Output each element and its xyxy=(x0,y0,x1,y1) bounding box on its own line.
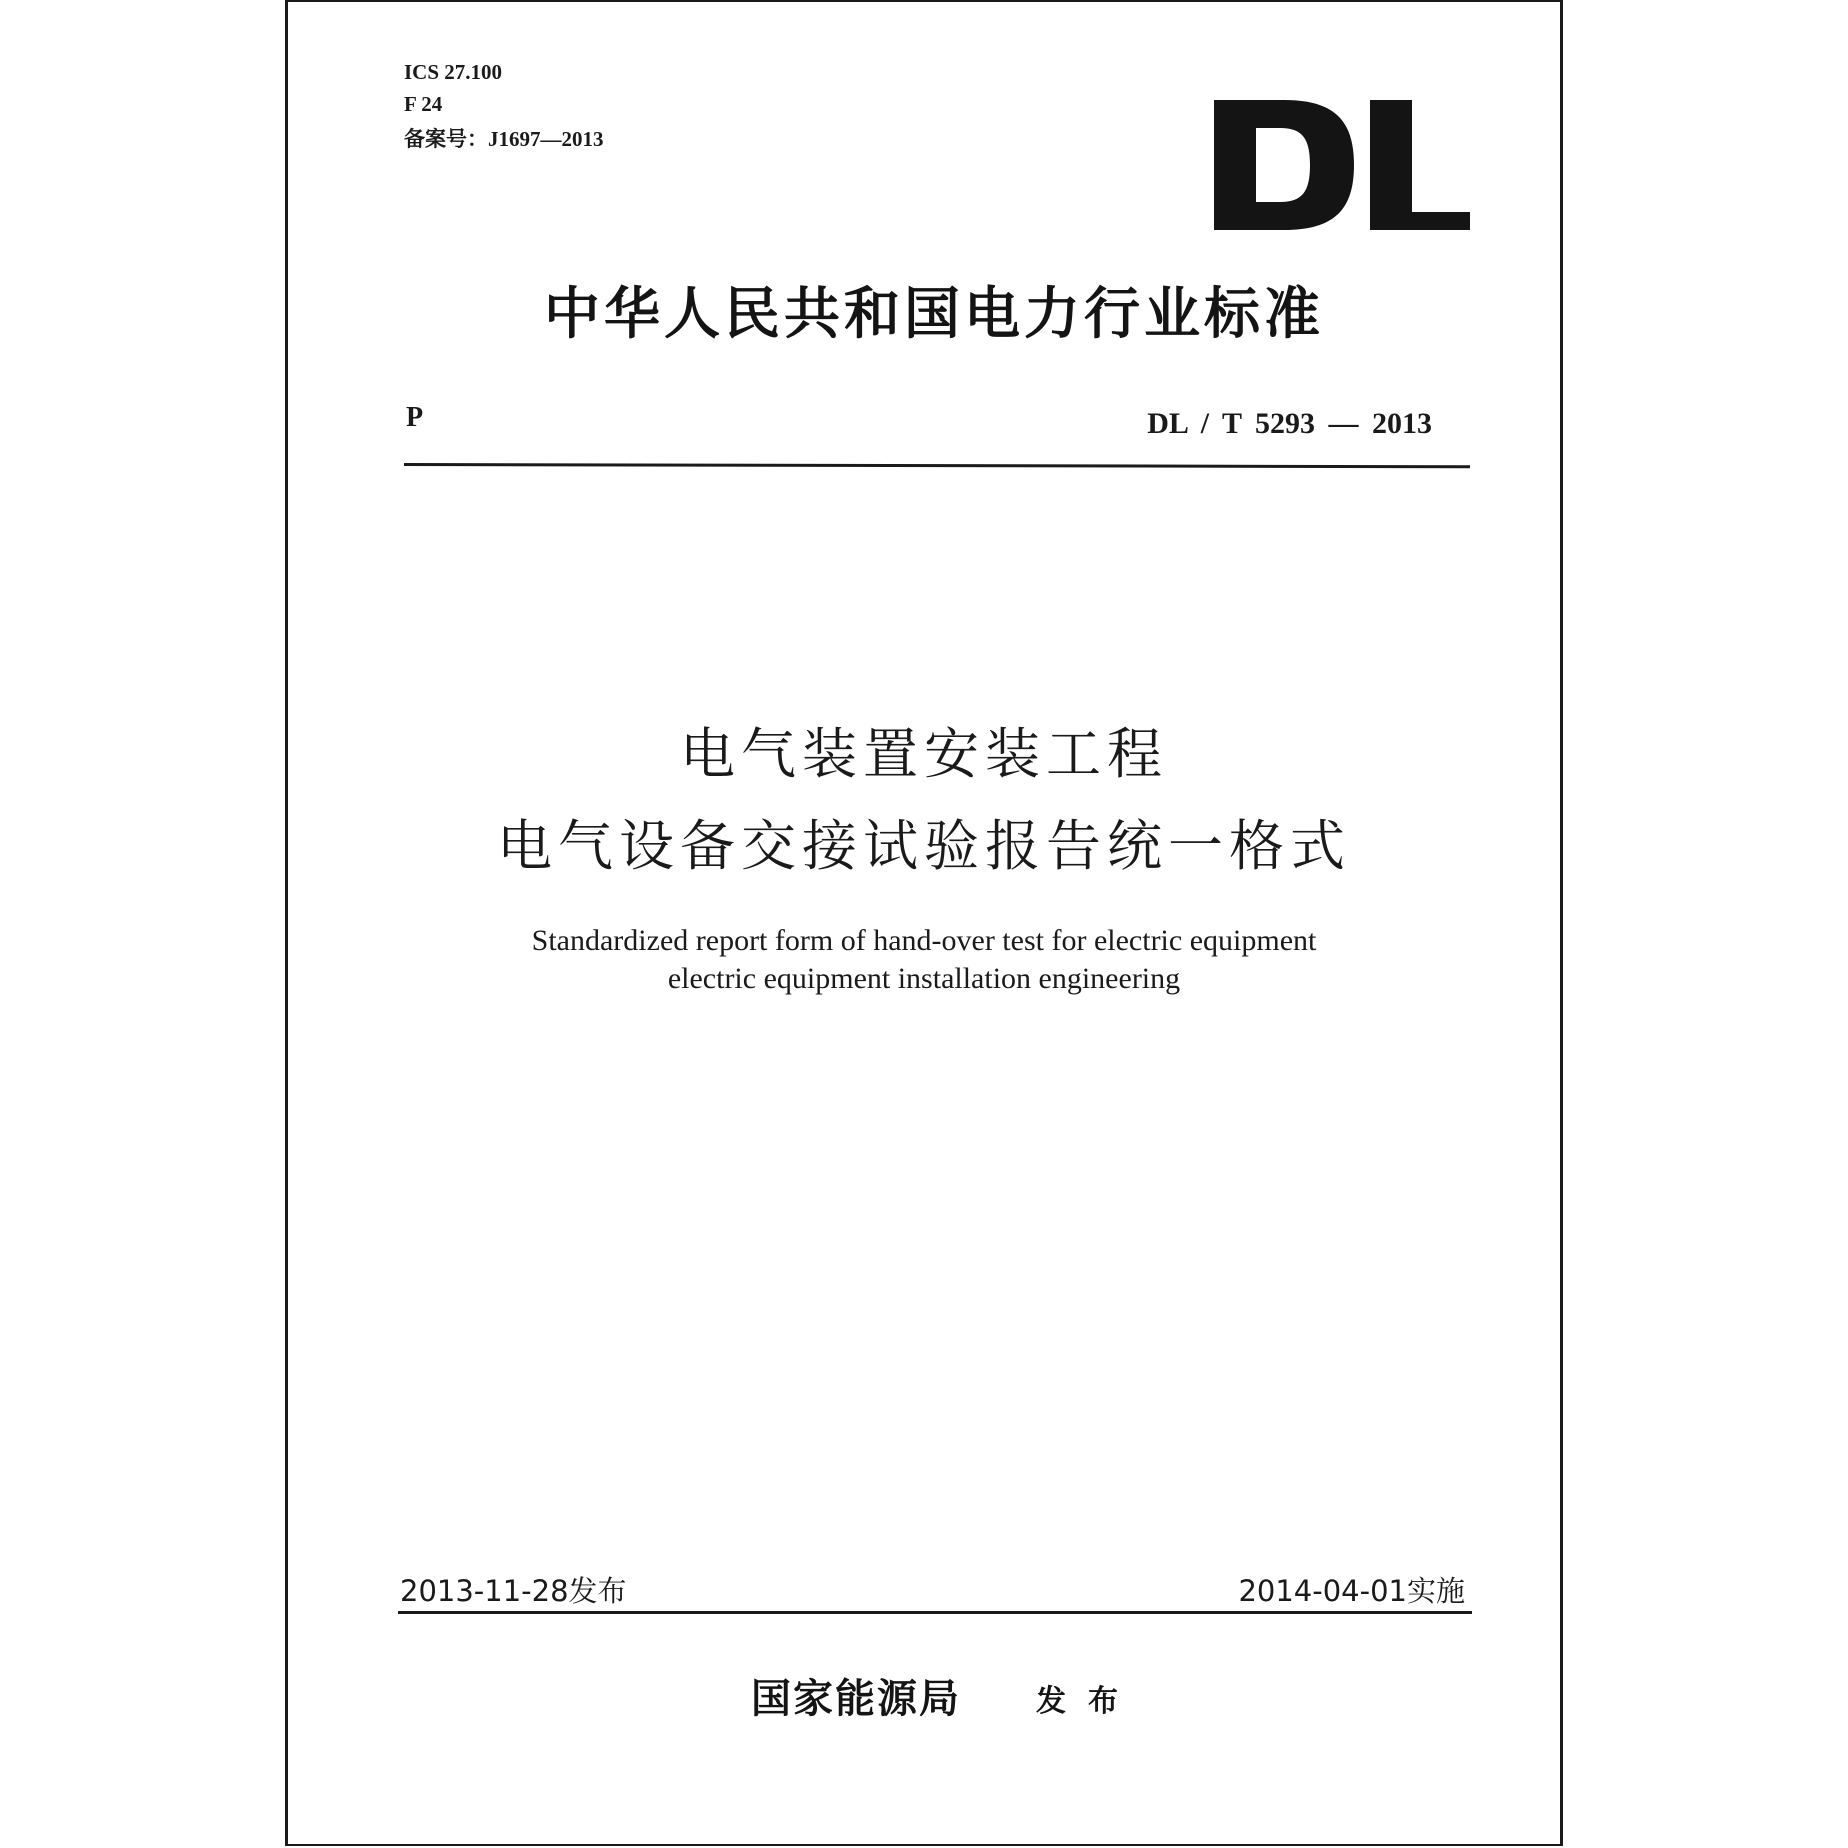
standard-category-title: 中华人民共和国电力行业标准 xyxy=(544,282,1324,347)
title-cn-line-2: 电气设备交接试验报告统一格式 xyxy=(496,814,1351,878)
ics-code: ICS 27.100 xyxy=(404,60,503,84)
standard-number: DL / T 5293 — 2013 xyxy=(1147,407,1432,440)
classification-code: F 24 xyxy=(404,92,443,116)
header-divider xyxy=(404,463,1470,468)
title-cn-line-1: 电气装置安装工程 xyxy=(679,722,1168,786)
standard-cover-page xyxy=(285,0,1563,1846)
title-en-line-2: electric equipment installation engineering xyxy=(667,962,1181,995)
dl-logo xyxy=(1214,100,1470,230)
publisher-name: 国家能源局 xyxy=(751,1676,961,1722)
footer-divider xyxy=(398,1611,1472,1614)
record-number: 备案号：J1697—2013 xyxy=(404,127,604,151)
issue-label: 发布 xyxy=(1036,1684,1140,1719)
title-en-line-1: Standardized report form of hand-over test for electric equipment xyxy=(531,924,1317,957)
specialty-prefix: P xyxy=(406,402,424,433)
release-date: 2013-11-28发布 xyxy=(400,1574,627,1608)
effective-date: 2014-04-01实施 xyxy=(1238,1574,1465,1608)
